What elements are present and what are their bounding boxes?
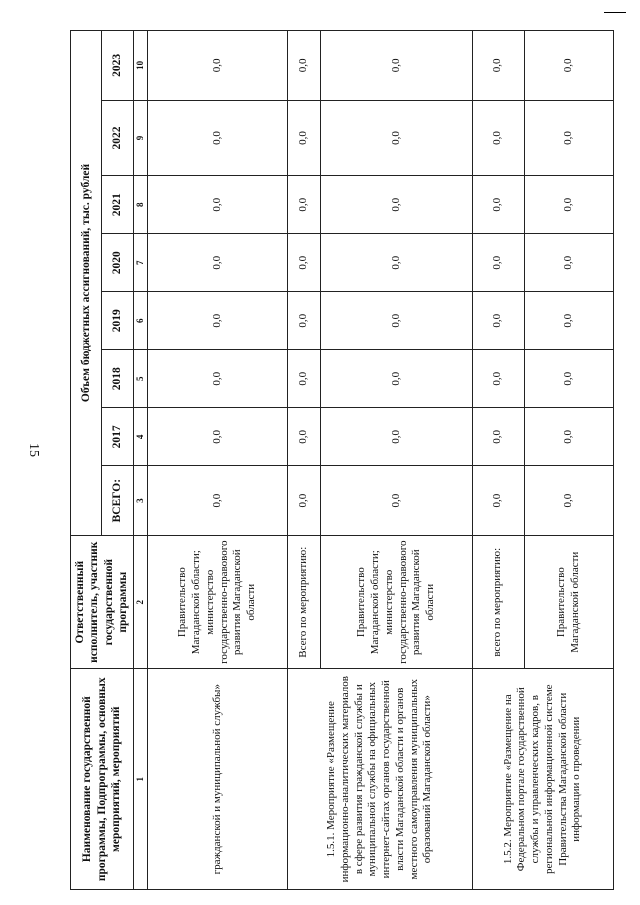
row-value: 0,0 xyxy=(524,466,613,536)
row-value: 0,0 xyxy=(147,466,288,536)
header-year: 2022 xyxy=(102,100,133,175)
row-value: 0,0 xyxy=(147,292,288,350)
row-value: 0,0 xyxy=(473,176,524,234)
row-value: 0,0 xyxy=(473,31,524,101)
table-row xyxy=(147,31,288,890)
header-row-1 xyxy=(71,31,102,890)
row-value: 0,0 xyxy=(473,466,524,536)
row-value: 0,0 xyxy=(147,408,288,466)
row-value: 0,0 xyxy=(524,350,613,408)
row-value: 0,0 xyxy=(524,234,613,292)
col-number: 8 xyxy=(133,176,147,234)
row-value: 0,0 xyxy=(473,234,524,292)
table-row xyxy=(473,31,524,890)
header-year: 2019 xyxy=(102,292,133,350)
row-value: 0,0 xyxy=(473,350,524,408)
row-responsible: Правительство Магаданской области; министерство государственно-правового развития Магаданской области xyxy=(320,535,472,668)
row-value: 0,0 xyxy=(147,234,288,292)
row-value: 0,0 xyxy=(147,31,288,101)
row-value: 0,0 xyxy=(288,350,321,408)
row-value: 0,0 xyxy=(320,100,472,175)
row-value: 0,0 xyxy=(320,408,472,466)
row-value: 0,0 xyxy=(288,100,321,175)
row-name: 1.5.2. Мероприятие «Размещение на Федеральном портале государственной службы и управленческих кадров, в региональной информационной системе Правительства Магаданской области информации о проведении xyxy=(473,669,614,890)
row-value: 0,0 xyxy=(320,466,472,536)
header-responsible: Ответственный исполнитель, участник государственной программы xyxy=(71,535,134,668)
col-number: 10 xyxy=(133,31,147,101)
row-value: 0,0 xyxy=(320,176,472,234)
budget-table xyxy=(70,30,614,890)
page-number: 15 xyxy=(26,443,41,457)
row-value: 0,0 xyxy=(524,292,613,350)
row-value: 0,0 xyxy=(524,31,613,101)
header-total: ВСЕГО: xyxy=(102,466,133,536)
col-number: 1 xyxy=(133,669,147,890)
row-responsible: Правительство Магаданской области xyxy=(524,535,613,668)
row-value: 0,0 xyxy=(147,100,288,175)
col-number: 4 xyxy=(133,408,147,466)
row-value: 0,0 xyxy=(473,292,524,350)
row-value: 0,0 xyxy=(524,408,613,466)
header-year: 2023 xyxy=(102,31,133,101)
row-value: 0,0 xyxy=(320,31,472,101)
row-responsible: Правительство Магаданской области; министерство государственно-правового развития Магаданской области xyxy=(147,535,288,668)
row-responsible: Всего по мероприятию: xyxy=(288,535,321,668)
col-number: 9 xyxy=(133,100,147,175)
row-value: 0,0 xyxy=(147,350,288,408)
col-number: 2 xyxy=(133,535,147,668)
row-value: 0,0 xyxy=(320,292,472,350)
rotated-table-wrapper xyxy=(70,30,590,890)
row-value: 0,0 xyxy=(288,466,321,536)
row-value: 0,0 xyxy=(524,100,613,175)
row-value: 0,0 xyxy=(288,234,321,292)
row-name: 1.5.1. Мероприятие «Размещение информационно-аналитических материалов в сфере развития гражданской службы и муниципальной службы на официальных интернет-сайтах органов государственной власти Магаданской области и органов местного самоуправления муниципальных образований Магаданской области» xyxy=(288,669,473,890)
row-value: 0,0 xyxy=(524,176,613,234)
row-value: 0,0 xyxy=(288,408,321,466)
header-year: 2018 xyxy=(102,350,133,408)
row-value: 0,0 xyxy=(288,176,321,234)
row-value: 0,0 xyxy=(473,408,524,466)
table-stage xyxy=(70,30,590,890)
header-name: Наименование государственной программы, Подпрограммы, основных мероприятий, мероприятий xyxy=(71,669,134,890)
col-number: 7 xyxy=(133,234,147,292)
row-value: 0,0 xyxy=(473,100,524,175)
header-year: 2017 xyxy=(102,408,133,466)
column-number-row xyxy=(133,31,147,890)
row-responsible: всего по мероприятию: xyxy=(473,535,524,668)
row-name: гражданской и муниципальной службы» xyxy=(147,669,288,890)
col-number: 6 xyxy=(133,292,147,350)
col-number: 3 xyxy=(133,466,147,536)
table-row xyxy=(288,31,321,890)
row-value: 0,0 xyxy=(320,234,472,292)
row-value: 0,0 xyxy=(320,350,472,408)
header-budget: Объем бюджетных ассигнований, тыс. рублей xyxy=(71,31,102,536)
header-year: 2021 xyxy=(102,176,133,234)
row-value: 0,0 xyxy=(288,292,321,350)
row-value: 0,0 xyxy=(288,31,321,101)
col-number: 5 xyxy=(133,350,147,408)
row-value: 0,0 xyxy=(147,176,288,234)
header-year: 2020 xyxy=(102,234,133,292)
scan-mark xyxy=(604,12,626,13)
